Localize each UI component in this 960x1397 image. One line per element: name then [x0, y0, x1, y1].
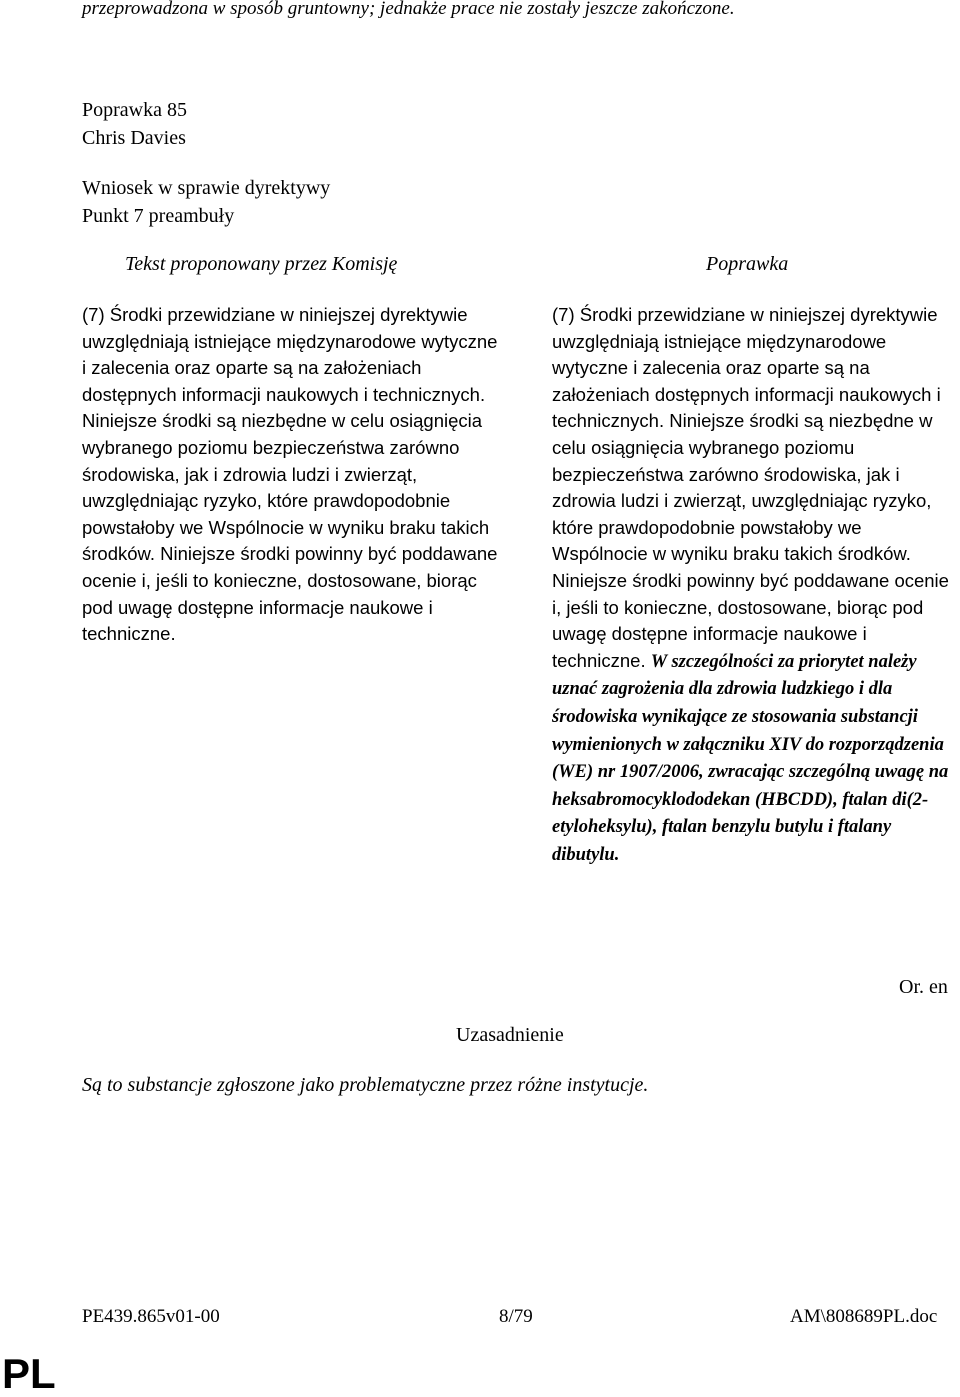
amendment-text-column [552, 302, 960, 868]
amendment-base-text: (7) Środki przewidziane w niniejszej dyrektywie uwzględniają istniejące międzynarodowe wytyczne i zalecenia oraz oparte są na założeniach dostępnych informacji naukowych i technicznych. Niniejsze środki są niezbędne w celu osiągnięcia wybranego poziomu bezpieczeństwa zarówno środowiska, jak i zdrowia ludzi i zwierząt, uwzględniając ryzyko, które prawdopodobnie powstałoby we Wspólnocie w wyniku braku takich środków. Niniejsze środki powinny być poddawane ocenie i, jeśli to konieczne, dostosowane, biorąc pod uwagę dostępne informacje naukowe i techniczne. [552, 304, 949, 671]
original-language: Or. en [899, 976, 948, 998]
commission-text-header: Tekst proponowany przez Komisję [125, 253, 398, 275]
footer-file-name: AM\808689PL.doc [790, 1306, 938, 1327]
amendment-header: Poprawka [706, 253, 789, 275]
recital-point: Punkt 7 preambuły [82, 205, 235, 227]
language-code: PL [2, 1350, 56, 1397]
commission-text-column [82, 302, 502, 648]
amendment-author: Chris Davies [82, 127, 186, 149]
justification-text: Są to substancje zgłoszone jako problematyczne przez różne instytucje. [82, 1074, 649, 1096]
proposal-title: Wniosek w sprawie dyrektywy [82, 177, 331, 199]
amendment-added-text: W szczególności za priorytet należy uznać zagrożenia dla zdrowia ludzkiego i dla środowiska wynikające ze stosowania substancji wymienionych w załączniku XIV do rozporządzenia (WE) nr 1907/2006, zwracając szczególną uwagę na heksabromocyklododekan (HBCDD), ftalan di(2-etyloheksylu), ftalan benzylu butylu i ftalany dibutylu. [552, 651, 949, 865]
justification-heading: Uzasadnienie [456, 1024, 564, 1046]
continued-text: przeprowadzona w sposób gruntowny; jednakże prace nie zostały jeszcze zakończone. [82, 0, 735, 19]
commission-text: (7) Środki przewidziane w niniejszej dyrektywie uwzględniają istniejące międzynarodowe wytyczne i zalecenia oraz oparte są na założeniach dostępnych informacji naukowych i technicznych. Niniejsze środki są niezbędne w celu osiągnięcia wybranego poziomu bezpieczeństwa zarówno środowiska, jak i zdrowia ludzi i zwierząt, uwzględniając ryzyko, które prawdopodobnie powstałoby we Wspólnocie w wyniku braku takich środków. Niniejsze środki powinny być poddawane ocenie i, jeśli to konieczne, dostosowane, biorąc pod uwagę dostępne informacje naukowe i techniczne. [82, 304, 498, 645]
amendment-text [552, 302, 960, 868]
amendment-number: Poprawka 85 [82, 99, 187, 121]
footer-page-number: 8/79 [499, 1306, 533, 1327]
footer-document-reference: PE439.865v01-00 [82, 1306, 220, 1327]
